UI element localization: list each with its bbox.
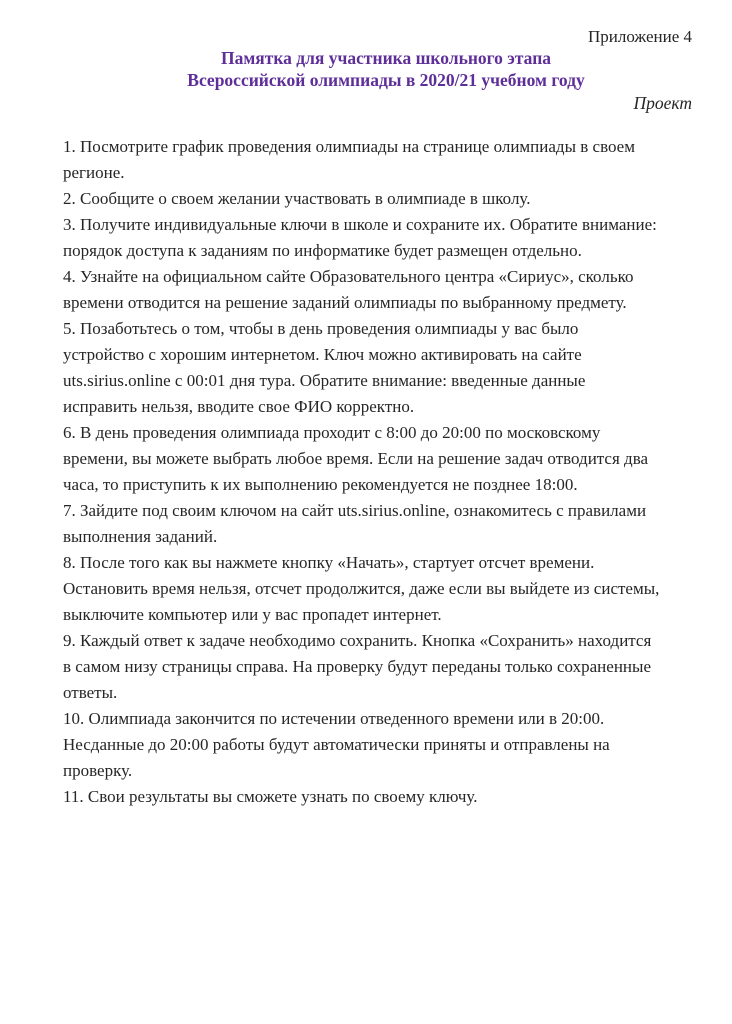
memo-item (63, 420, 723, 498)
page-title (63, 48, 709, 91)
memo-line: 5. Позаботьтесь о том, чтобы в день проведения олимпиады у вас было (63, 319, 579, 338)
memo-line: проверку. (63, 761, 133, 780)
memo-line: ответы. (63, 683, 118, 702)
memo-line: времени отводится на решение заданий олимпиады по выбранному предмету. (63, 293, 627, 312)
appendix-label: Приложение 4 (588, 27, 692, 46)
memo-line: выполнения заданий. (63, 527, 218, 546)
memo-line: выключите компьютер или у вас пропадет интернет. (63, 605, 442, 624)
memo-item (63, 212, 723, 264)
memo-line: 4. Узнайте на официальном сайте Образовательного центра «Сириус», сколько (63, 267, 634, 286)
memo-line: 7. Зайдите под своим ключом на сайт uts.sirius.online, ознакомитесь с правилами (63, 501, 647, 520)
memo-line: 3. Получите индивидуальные ключи в школе и сохраните их. Обратите внимание: (63, 215, 657, 234)
memo-line: 2. Сообщите о своем желании участвовать в олимпиаде в школу. (63, 189, 531, 208)
memo-line: 9. Каждый ответ к задаче необходимо сохранить. Кнопка «Сохранить» находится (63, 631, 652, 650)
memo-line: 8. После того как вы нажмете кнопку «Начать», стартует отсчет времени. (63, 553, 595, 572)
memo-item (63, 264, 723, 316)
memo-item (63, 706, 723, 784)
memo-list (63, 134, 723, 810)
memo-line: uts.sirius.online с 00:01 дня тура. Обратите внимание: введенные данные (63, 371, 586, 390)
memo-line: регионе. (63, 163, 125, 182)
page-title-line-2: Всероссийской олимпиады в 2020/21 учебном году (187, 69, 585, 90)
memo-line: 11. Свои результаты вы сможете узнать по своему ключу. (63, 787, 478, 806)
memo-item (63, 628, 723, 706)
memo-line: устройство с хорошим интернетом. Ключ можно активировать на сайте (63, 345, 582, 364)
memo-line: 10. Олимпиада закончится по истечении отведенного времени или в 20:00. (63, 709, 605, 728)
draft-label: Проект (633, 93, 692, 113)
memo-line: Несданные до 20:00 работы будут автоматически приняты и отправлены на (63, 735, 610, 754)
memo-item (63, 316, 723, 420)
memo-line: Остановить время нельзя, отсчет продолжится, даже если вы выйдете из системы, (63, 579, 660, 598)
memo-item (63, 134, 723, 186)
page-title-line-1: Памятка для участника школьного этапа (220, 48, 552, 68)
memo-line: 6. В день проведения олимпиада проходит с 8:00 до 20:00 по московскому (63, 423, 601, 442)
memo-line: времени, вы можете выбрать любое время. Если на решение задач отводится два (63, 449, 649, 468)
memo-line: часа, то приступить к их выполнению рекомендуется не позднее 18:00. (63, 475, 578, 494)
memo-item (63, 550, 723, 628)
memo-line: 1. Посмотрите график проведения олимпиады на странице олимпиады в своем (63, 137, 635, 156)
memo-item (63, 186, 723, 212)
memo-line: порядок доступа к заданиям по информатике будет размещен отдельно. (63, 241, 582, 260)
memo-item (63, 784, 723, 810)
memo-line: исправить нельзя, вводите свое ФИО корректно. (63, 397, 415, 416)
memo-line: в самом низу страницы справа. На проверку будут переданы только сохраненные (63, 657, 651, 676)
memo-item (63, 498, 723, 550)
